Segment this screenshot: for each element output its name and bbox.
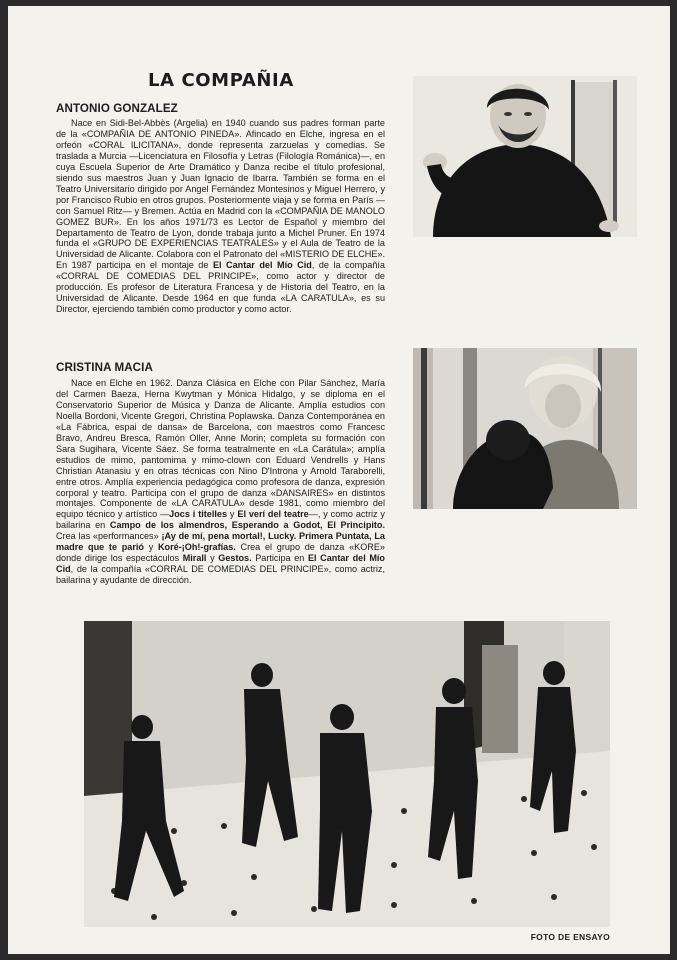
page-title: LA COMPAÑIA <box>148 70 294 91</box>
rehearsal-photo <box>84 621 610 927</box>
cristina-bio-bold-3: Campo de los almendros, Esperando a Godot, El Principito. <box>109 520 386 531</box>
cristina-bio-text-1: Nace en Elche en 1962. Danza Clásica en Elche con Pilar Sánchez, María del Carmen Baeza, Herna Kwytman y Mónica Hidalgo, y se diploma en el Conservatorio Superior de Música y Danza de Alicante. Amplía estudios con Noella Bordoni, Vicente Gregori, Christina Poplawska. Danza Contemporánea en «La Fábrica, espai de dansa» de Barcelona, con maestros como Francesc Bravo, Andreu Bresca, Ramón Oller, Anne Morin; completa su formación con Sara Sugihara, Vicente Sáez. Se forma teatralmente en «La Carátula»; amplía estudios de mimo, pantomima y mimo-clown con Eduard Vendrells y Hans Christian Atanasiu y en otras técnicas con Nino D'Introna y Arnold Taraborelli, entre otros. Amplía experiencia pedagógica como profesora de danza, expresión corporal y teatro. Participa con el grupo de danza «DANSAIRES» en distintos montajes. Componente de «LA CARATULA» desde 1981, como miembro del equipo técnico y artístico — <box>56 378 385 520</box>
cristina-name: CRISTINA MACIA <box>56 361 153 374</box>
cristina-bio-text-8: Participa en <box>251 553 308 564</box>
cristina-bio-bold-8: El Cantar del Mío Cid <box>56 553 385 575</box>
rehearsal-photo-image <box>84 621 610 927</box>
cristina-bio-bold-1: Jocs i titelles <box>169 509 228 520</box>
cristina-bio-text-6: Crea el grupo de danza «KORE» donde dirige los espectáculos <box>56 542 385 564</box>
antonio-name: ANTONIO GONZALEZ <box>56 102 178 115</box>
cristina-bio-text-2: y <box>227 509 238 520</box>
cristina-bio-bold-4: ¡Ay de mí, pena mortal!, Lucky. Primera Puntata, La madre que te parió <box>56 531 385 553</box>
antonio-photo <box>413 76 637 237</box>
antonio-bio-bold-1: El Cantar del Mío Cid <box>212 260 312 271</box>
antonio-bio <box>56 118 385 315</box>
cristina-bio-bold-5: Koré-¡Oh!-grafías. <box>157 542 236 553</box>
cristina-bio-text-7: y <box>206 553 219 564</box>
cristina-bio-text-4: Crea las «performances» <box>56 531 162 542</box>
antonio-photo-image <box>413 76 637 237</box>
antonio-bio-text-1: Nace en Sidi-Bel-Abbès (Argelia) en 1940 cuando sus padres forman parte de la «COMPAÑIA DE ANTONIO PINEDA». Afincado en Elche, ingresa en el orfeón «CORAL ILICITANA», donde representa zarzuelas y comedias. Se traslada a Murcia —Licenciatura en Filosofía y Letras (Filología Románica)—, en cuya Escuela Superior de Arte Dramático y Danza recibe el título profesional, siendo sus maestros Juan y Juan Ignacio de Ibarra. También se forma en el Teatro Universitario dirigido por Angel Fernández Montesinos y Miguel Herrero, y por Francisco Rubio en otros grupos. Posteriormente viaja y se forma en París —con Samuel Ritz— y Bremen. Actúa en Madrid con la «COMPAÑIA DE MANOLO GOMEZ BUR». En los años 1971/73 es Lector de Español y miembro del Departamento de Teatro de Lyon, donde trabaja junto a Michel Pruner. En 1974 funda el «GRUPO DE EXPERIENCIAS TEATRALES» y el Aula de Teatro de la Universidad de Alicante. Colabora con el Patronato del «MISTERIO DE ELCHE». En 1987 participa en el montaje de <box>56 118 385 271</box>
document-page <box>8 6 670 954</box>
cristina-bio-bold-7: Gestos. <box>218 553 252 564</box>
cristina-photo-image <box>413 348 637 509</box>
cristina-bio-text-5: y <box>143 542 158 553</box>
cristina-bio-bold-6: Mirall <box>182 553 207 564</box>
photo-caption: FOTO DE ENSAYO <box>530 932 610 942</box>
cristina-bio-bold-2: El verí del teatre <box>237 509 309 520</box>
cristina-bio-text-9: , de la compañía «CORRAL DE COMEDIAS DEL PRINCIPE», como actriz, bailarina y ayudante de dirección. <box>56 564 385 586</box>
antonio-bio-text-2: , de la compañía «CORRAL DE COMEDIAS DEL PRINCIPE», como actor y director de producción. Es profesor de Literatura Francesa y de Historia del Teatro, en la Universidad de Alicante. Desde 1964 en que funda «LA CARATULA», es su Director, ejerciendo también como productor y como actor. <box>56 260 385 315</box>
cristina-bio <box>56 378 385 586</box>
cristina-bio-text-3: —, y como actriz y bailarina en <box>56 509 385 531</box>
cristina-photo <box>413 348 637 509</box>
